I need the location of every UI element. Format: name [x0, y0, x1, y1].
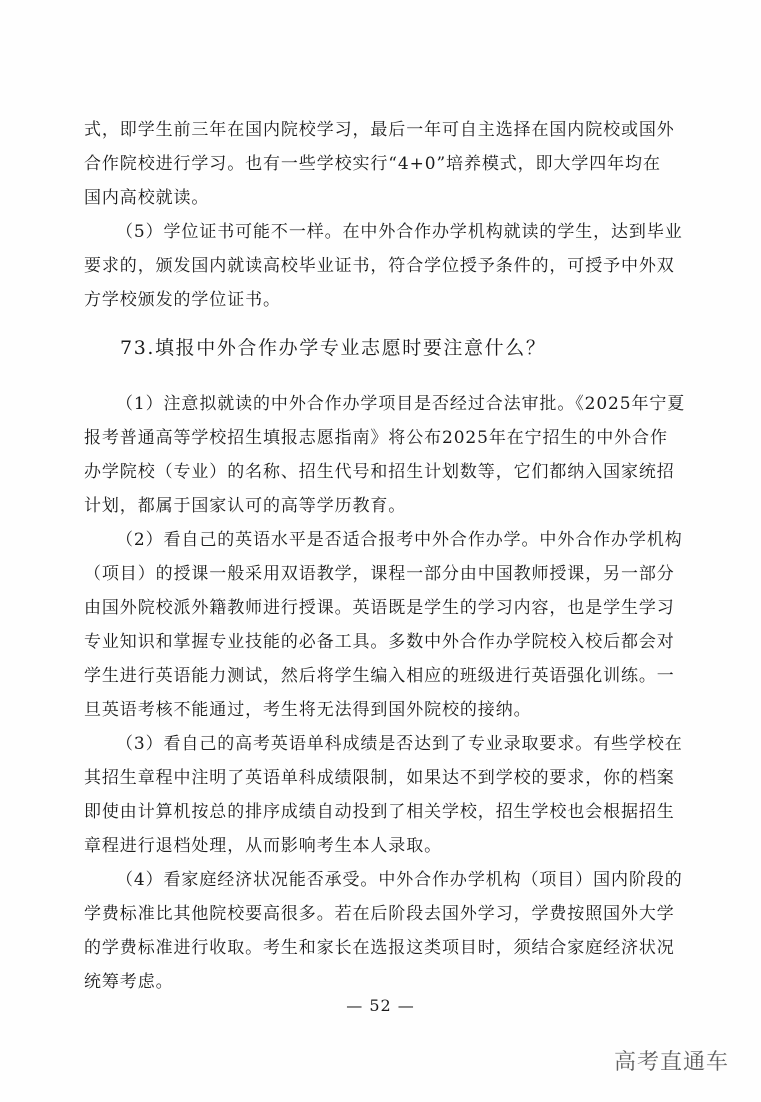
- paragraph-line: 章程进行退档处理，从而影响考生本人录取。: [84, 836, 442, 856]
- paragraph-line: 方学校颁发的学位证书。: [84, 290, 281, 310]
- paragraph-line: 旦英语考核不能通过，考生将无法得到国外院校的接纳。: [84, 700, 532, 720]
- watermark: 高考直通车: [613, 1050, 729, 1075]
- paragraph-line: （1）注意拟就读的中外合作办学项目是否经过合法审批。《2025年宁夏: [116, 394, 686, 414]
- paragraph-line: 其招生章程中注明了英语单科成绩限制，如果达不到学校的要求，你的档案: [84, 768, 675, 788]
- paragraph-line: 专业知识和掌握专业技能的必备工具。多数中外合作办学院校入校后都会对: [84, 632, 675, 652]
- paragraph-line: 计划，都属于国家认可的高等学历教育。: [84, 496, 407, 516]
- paragraph-line: （3）看自己的高考英语单科成绩是否达到了专业录取要求。有些学校在: [116, 734, 683, 754]
- paragraph-line: （4）看家庭经济状况能否承受。中外合作办学机构（项目）国内阶段的: [116, 870, 683, 890]
- section-heading: 73.填报中外合作办学专业志愿时要注意什么？: [120, 337, 547, 359]
- paragraph-line: 办学院校（专业）的名称、招生代号和招生计划数等，它们都纳入国家统招: [84, 462, 675, 482]
- page-number: — 52 —: [346, 996, 415, 1015]
- paragraph-line: 统筹考虑。: [84, 972, 174, 992]
- paragraph-line: （5）学位证书可能不一样。在中外合作办学机构就读的学生，达到毕业: [116, 222, 683, 242]
- paragraph-line: 即使由计算机按总的排序成绩自动投到了相关学校，招生学校也会根据招生: [84, 802, 675, 822]
- paragraph-line: （项目）的授课一般采用双语教学，课程一部分由中国教师授课，另一部分: [84, 564, 675, 584]
- paragraph-line: 合作院校进行学习。也有一些学校实行“4+0”培养模式，即大学四年均在: [84, 154, 661, 174]
- paragraph-line: 学生进行英语能力测试，然后将学生编入相应的班级进行英语强化训练。一: [84, 666, 675, 686]
- paragraph-line: 学费标准比其他院校要高很多。若在后阶段去国外学习，学费按照国外大学: [84, 904, 675, 924]
- paragraph-line: 国内高校就读。: [84, 188, 210, 208]
- paragraph-line: 由国外院校派外籍教师进行授课。英语既是学生的学习内容，也是学生学习: [84, 598, 675, 618]
- paragraph-line: 报考普通高等学校招生填报志愿指南》将公布2025年在宁招生的中外合作: [84, 428, 668, 448]
- paragraph-line: 要求的，颁发国内就读高校毕业证书，符合学位授予条件的，可授予中外双: [84, 256, 675, 276]
- paragraph-line: 式，即学生前三年在国内院校学习，最后一年可自主选择在国内院校或国外: [84, 120, 675, 140]
- paragraph-line: 的学费标准进行收取。考生和家长在选报这类项目时，须结合家庭经济状况: [84, 938, 675, 958]
- paragraph-line: （2）看自己的英语水平是否适合报考中外合作办学。中外合作办学机构: [116, 530, 683, 550]
